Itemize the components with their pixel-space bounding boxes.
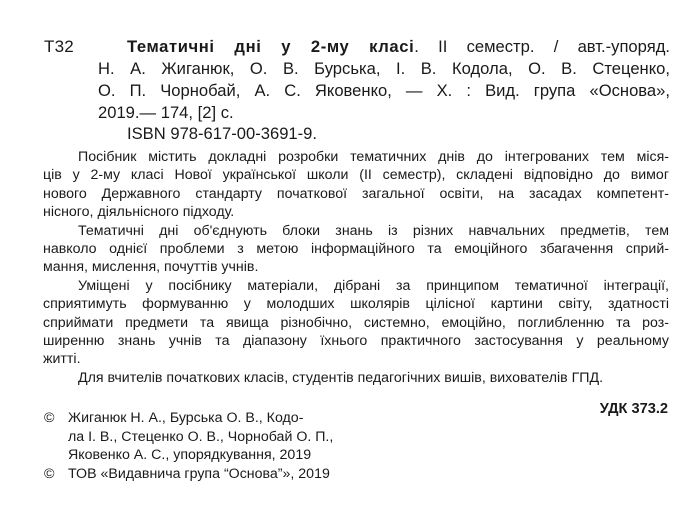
annotation-paragraph-1	[43, 148, 669, 222]
copyright-icon: ©	[44, 410, 55, 426]
bib-line-title-rest: . ІІ семестр. / авт.-упоряд.	[414, 37, 670, 56]
annotation-line: Уміщені у посібнику матеріали, дібрані за принципом тематичної інтеграції,	[78, 277, 669, 294]
copyright-line: ТОВ «Видавнича група “Основа”», 2019	[68, 465, 330, 482]
annotation-line: Посібник містить докладні розробки тематичних днів до інтегрованих тем міся-	[78, 149, 669, 165]
copyright-icon: ©	[44, 465, 55, 482]
bib-line-pages: 2019.— 174, [2] с.	[98, 103, 234, 122]
copyright-line: ла І. В., Стеценко О. В., Чорнобай О. П.,	[68, 428, 334, 445]
annotation-line: ширенню знань учнів та діапазону їхнього практичного застосування у реальному	[43, 333, 669, 350]
annotation-line: ців у 2-му класі Нової української школи (ІІ семестр), складені відповідно до вимог	[43, 167, 669, 184]
bib-line-title	[98, 36, 670, 58]
annotation-paragraph-3	[43, 277, 669, 369]
annotation-line: нісного, діяльнісного підходу.	[43, 204, 235, 221]
copyright-line: Жиганюк Н. А., Бурська О. В., Кодо-	[68, 410, 304, 426]
book-title: Тематичні дні у 2-му класі	[127, 37, 415, 56]
annotation-line: нового Державного стандарту початкової загальної освіти, на засадах компетент-	[43, 185, 669, 202]
udk-code: УДК 373.2	[599, 401, 668, 417]
annotation-line: сприятимуть формуванню у молодших школярів цілісної картини світу, здатності	[43, 296, 669, 313]
annotation-paragraph-audience	[43, 369, 669, 387]
annotation	[43, 148, 669, 387]
annotation-line: мання, мислення, почуттів учнів.	[43, 259, 259, 276]
copyright-publisher	[44, 465, 374, 484]
bibliographic-record	[98, 36, 670, 124]
bib-line-authors-1: Н. А. Жиганюк, О. В. Бурська, І. В. Кодола, О. В. Стеценко,	[98, 59, 670, 78]
annotation-line: житті.	[43, 351, 81, 368]
annotation-line: Для вчителів початкових класів, студентів педагогічних вишів, вихователів ГПД.	[78, 369, 604, 386]
isbn: ISBN 978-617-00-3691-9.	[127, 124, 318, 143]
annotation-line: сприймати предмети та явища різнобічно, системно, емоційно, поглибленню та роз-	[43, 314, 669, 331]
copyright-block	[44, 409, 374, 483]
annotation-line: Тематичні дні об'єднують блоки знань із різних навчальних предметів, тем	[78, 222, 669, 239]
copyright-line: Яковенко А. С., упорядкування, 2019	[68, 447, 312, 463]
annotation-line: навколо однієї проблеми з метою інформаційного та емоційного збагачення сприй-	[43, 241, 669, 258]
annotation-paragraph-2	[43, 222, 669, 277]
bib-line-authors-2: О. П. Чорнобай, А. С. Яковенко, — Х. : Вид. група «Основа»,	[98, 81, 670, 100]
copyright-authors	[44, 409, 374, 465]
classification-code: Т32	[44, 37, 74, 56]
